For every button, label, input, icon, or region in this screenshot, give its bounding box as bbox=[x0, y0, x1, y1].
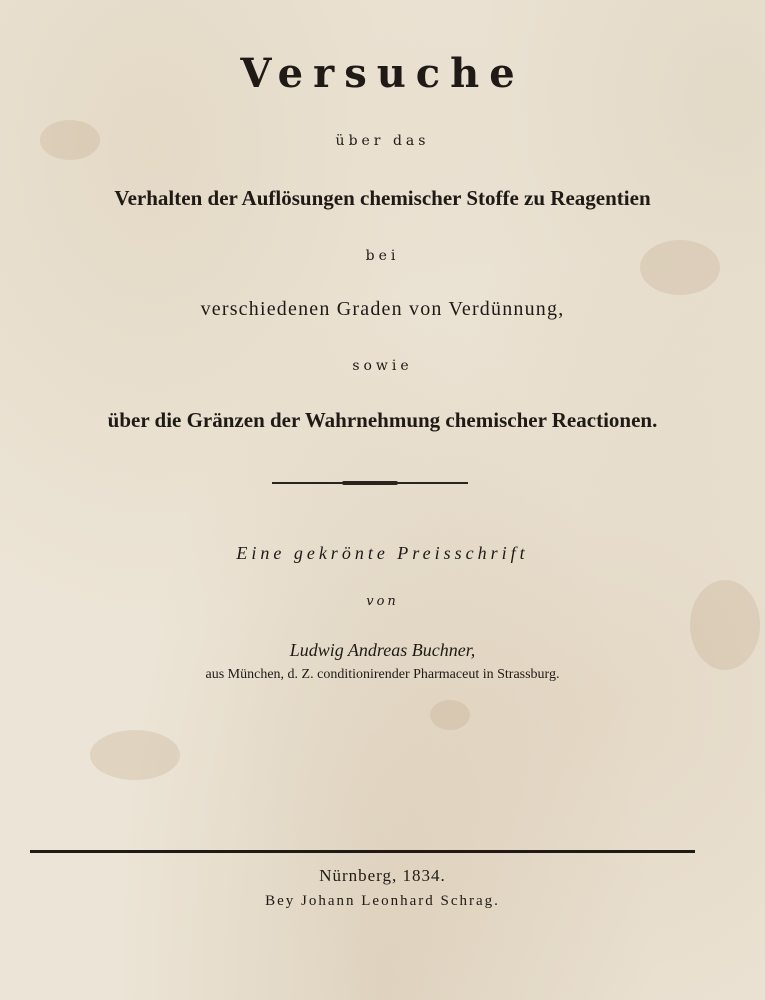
imprint-publisher: Bey Johann Leonhard Schrag. bbox=[265, 893, 500, 909]
title-line-granzen: über die Gränzen der Wahrnehmung chemischer Reactionen. bbox=[107, 408, 658, 432]
subtitle: Eine gekrönte Preisschrift bbox=[236, 543, 529, 563]
imprint-rule bbox=[30, 850, 695, 853]
title-line-verschieden: verschiedenen Graden von Verdünnung, bbox=[200, 298, 565, 320]
title-line-sowie: sowie bbox=[352, 358, 413, 374]
byline-von: von bbox=[366, 594, 399, 609]
ornamental-divider bbox=[272, 482, 468, 484]
title-line-uber: über das bbox=[335, 133, 430, 149]
paper-stain bbox=[430, 700, 470, 730]
imprint-place-date: Nürnberg, 1834. bbox=[319, 866, 446, 885]
paper-stain bbox=[90, 730, 180, 780]
book-title: Versuche bbox=[240, 50, 525, 97]
author-affiliation: aus München, d. Z. conditionirender Pharmaceut in Strassburg. bbox=[205, 667, 560, 682]
title-line-bei: bei bbox=[365, 248, 400, 264]
author-name: Ludwig Andreas Buchner, bbox=[289, 640, 476, 660]
title-line-verhalten: Verhalten der Auflösungen chemischer Stoffe zu Reagentien bbox=[114, 186, 651, 210]
